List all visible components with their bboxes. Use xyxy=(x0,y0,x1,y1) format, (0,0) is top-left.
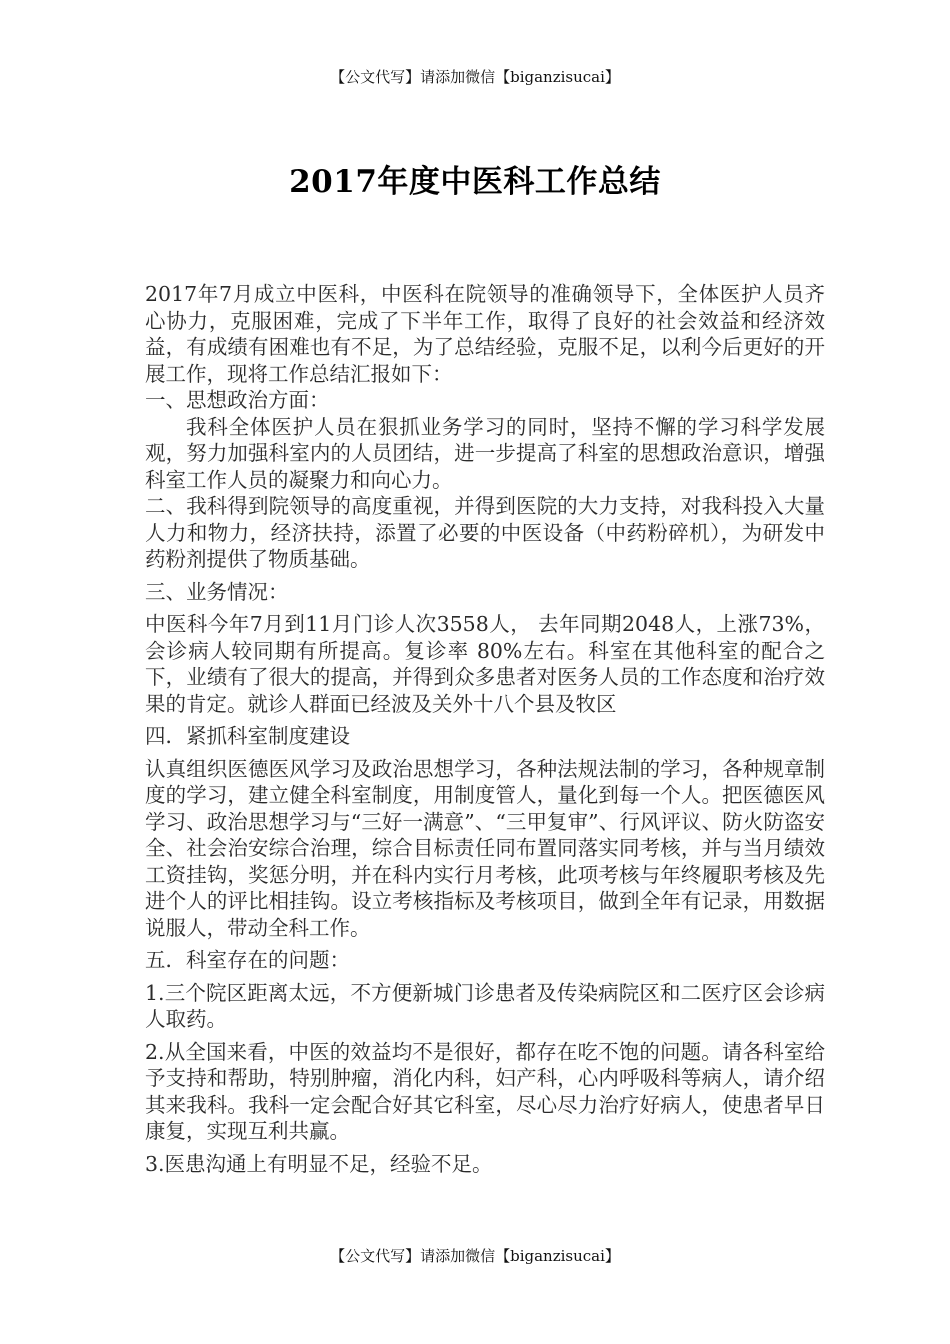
system-paragraph: 认真组织医德医风学习及政治思想学习，各种法规法制的学习，各种规章制度的学习，建立健全科室制度，用制度管人，量化到每一个人。把医德医风学习、政治思想学习与“三好一满意”、“三甲复审”、行风评议、防火防盗安全、社会治安综合治理，综合目标责任同布置同落实同考核，并与当月绩效工资挂钩，奖惩分明，并在科内实行月考核，此项考核与年终履职考核及先进个人的评比相挂钩。设立考核指标及考核项目，做到全年有记录，用数据说服人，带动全科工作。 xyxy=(145,756,825,940)
politics-paragraph: 我科全体医护人员在狠抓业务学习的同时，坚持不懈的学习科学发展观，努力加强科室内的人员团结，进一步提高了科室的思想政治意识，增强科室工作人员的凝聚力和向心力。 xyxy=(145,414,825,492)
page-header: 【公文代写】请添加微信【biganzisucai】 xyxy=(330,68,620,86)
problem-item-2: 2.从全国来看，中医的效益均不是很好，都存在吃不饱的问题。请各科室给予支持和帮助，特别肿瘤，消化内科，妇产科，心内呼吸科等病人，请介绍其来我科。我科一定会配合好其它科室，尽心尽力治疗好病人，使患者早日康复，实现互利共赢。 xyxy=(145,1039,825,1143)
document-body xyxy=(145,281,825,1177)
problem-item-3: 3.医患沟通上有明显不足，经验不足。 xyxy=(145,1151,493,1176)
section-heading-system: 四．紧抓科室制度建设 xyxy=(145,724,350,748)
section-heading-politics: 一、思想政治方面： xyxy=(145,388,330,412)
section-heading-problems: 五．科室存在的问题： xyxy=(145,948,350,972)
business-paragraph: 中医科今年7月到11月门诊人次3558人， 去年同期2048人，上涨73%，会诊病人较同期有所提高。复诊率 80%左右。科室在其他科室的配合之下，业绩有了很大的提高，并得到众多患者对医务人员的工作态度和治疗效果的肯定。就诊人群面已经波及关外十八个县及牧区 xyxy=(145,612,825,716)
problem-item-1: 1.三个院区距离太远，不方便新城门诊患者及传染病院区和二医疗区会诊病人取药。 xyxy=(145,980,825,1031)
support-paragraph: 二、我科得到院领导的高度重视，并得到医院的大力支持，对我科投入大量人力和物力，经济扶持，添置了必要的中医设备（中药粉碎机），为研发中药粉剂提供了物质基础。 xyxy=(145,494,825,571)
section-heading-business: 三、业务情况： xyxy=(145,579,289,604)
intro-paragraph: 2017年7月成立中医科，中医科在院领导的准确领导下，全体医护人员齐心协力，克服困难，完成了下半年工作，取得了良好的社会效益和经济效益，有成绩有困难也有不足，为了总结经验，克服不足，以利今后更好的开展工作，现将工作总结汇报如下： xyxy=(145,282,825,386)
document-title: 2017年度中医科工作总结 xyxy=(289,164,661,200)
page-footer: 【公文代写】请添加微信【biganzisucai】 xyxy=(330,1247,620,1265)
